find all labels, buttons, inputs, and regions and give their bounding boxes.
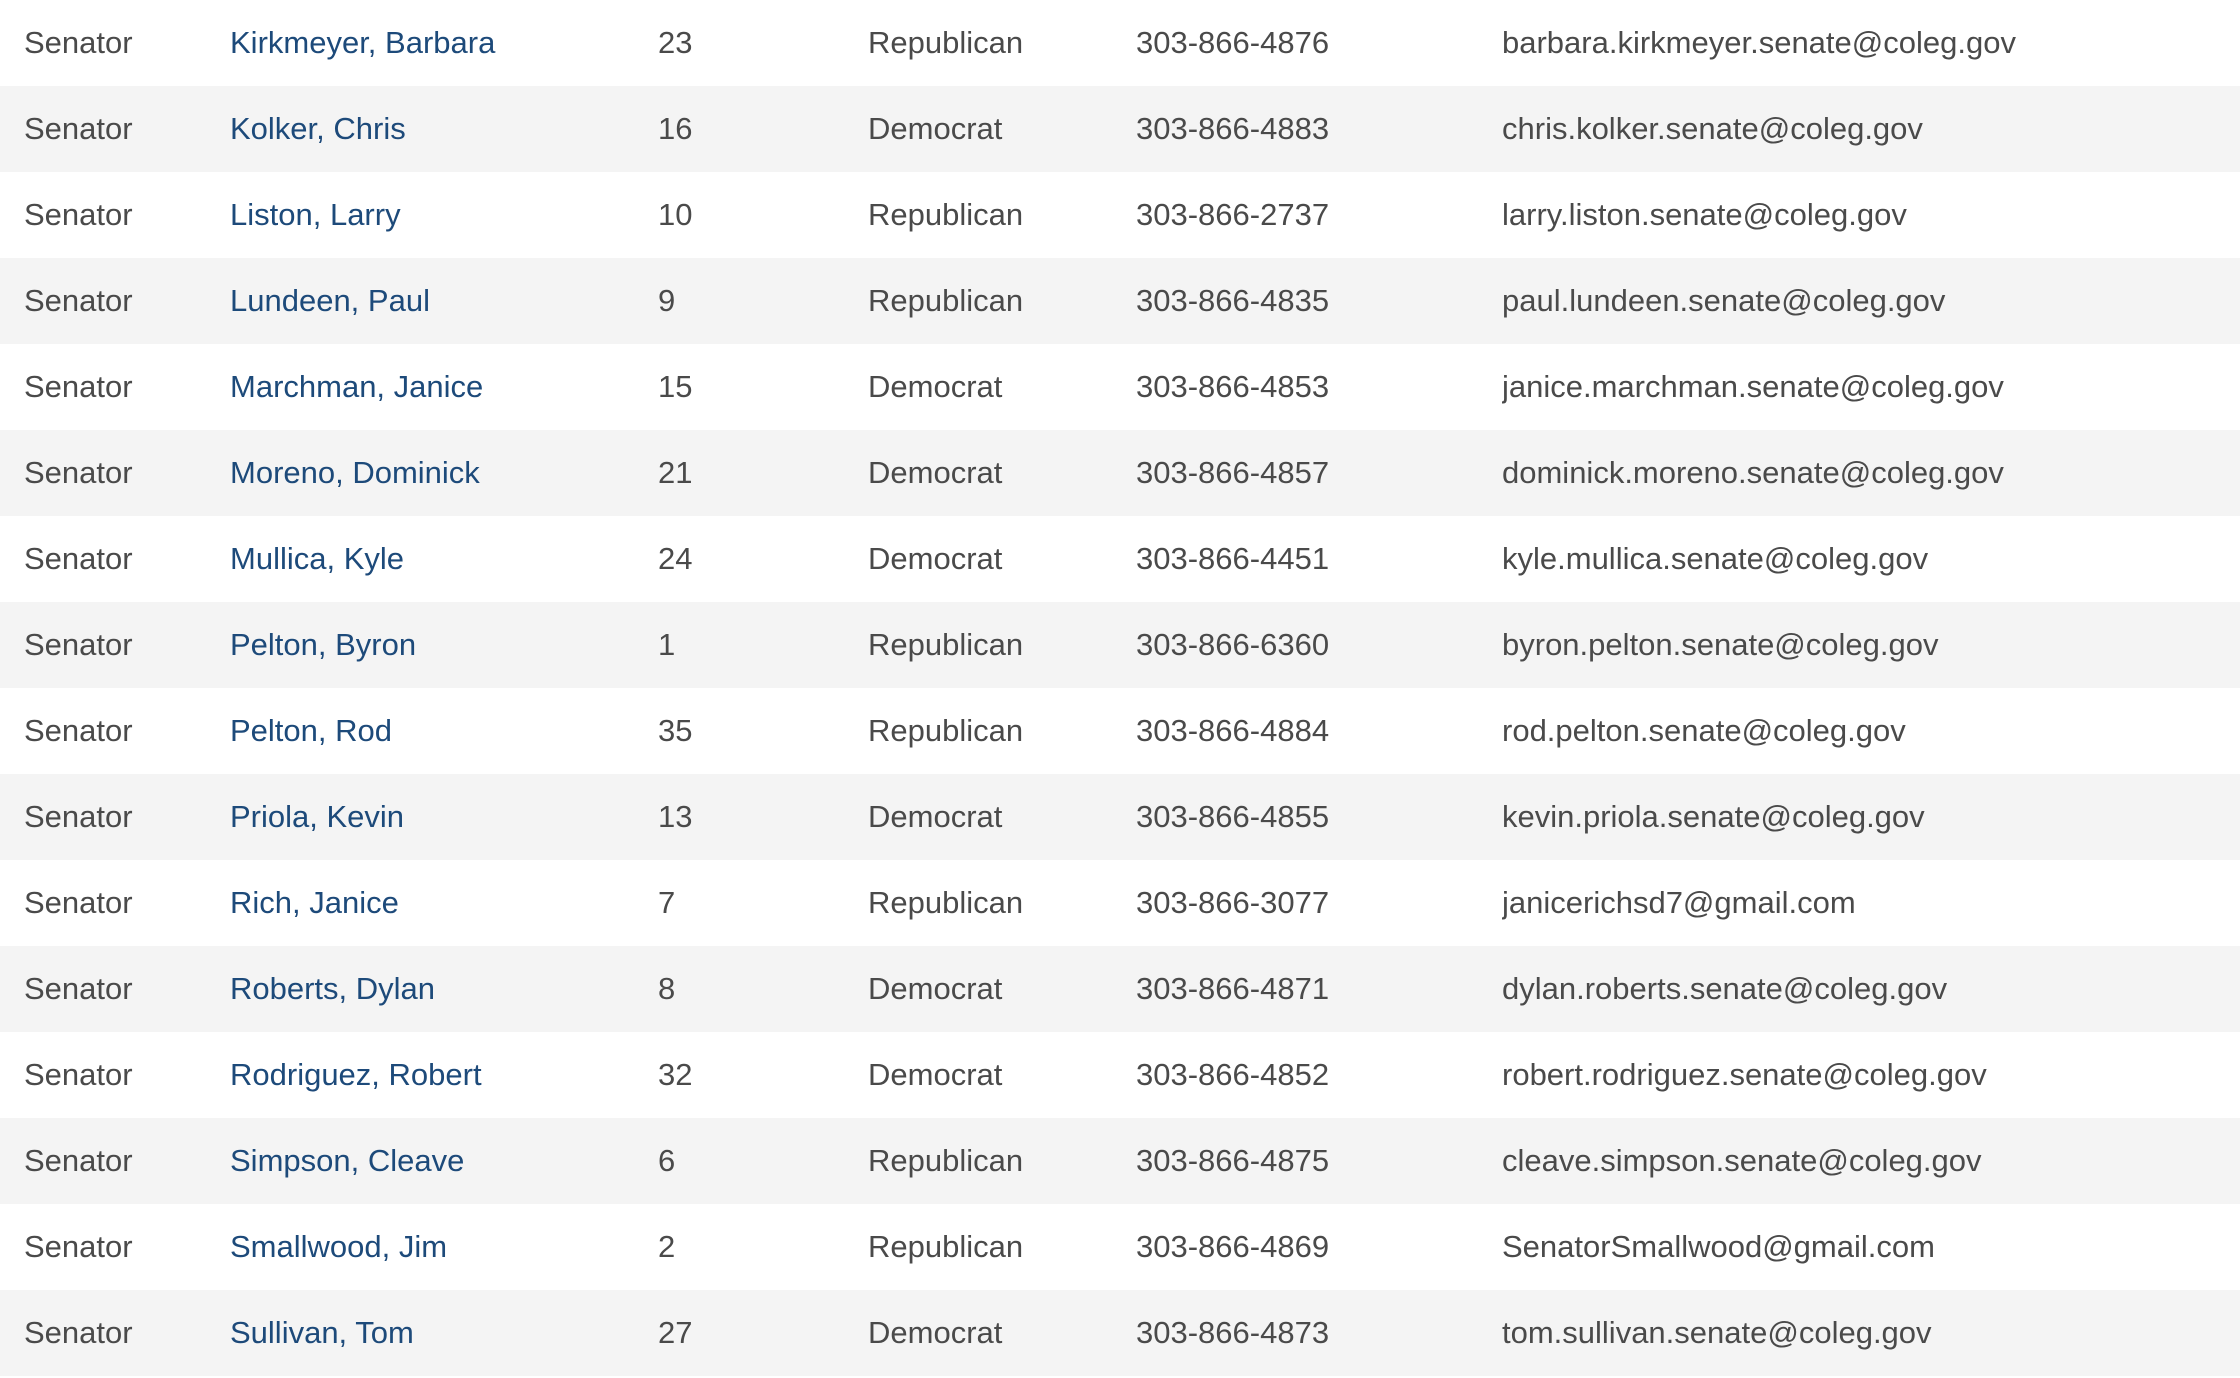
email-text: chris.kolker.senate@coleg.gov bbox=[1502, 111, 1923, 146]
phone-cell bbox=[1136, 1204, 1502, 1290]
email-text: dylan.roberts.senate@coleg.gov bbox=[1502, 971, 1948, 1006]
email-text: rod.pelton.senate@coleg.gov bbox=[1502, 713, 1906, 748]
district-text: 13 bbox=[658, 799, 693, 834]
legislator-name-link[interactable]: Liston, Larry bbox=[230, 197, 401, 232]
email-cell bbox=[1502, 1290, 2240, 1376]
district-cell bbox=[658, 1204, 868, 1290]
name-cell bbox=[230, 1290, 658, 1376]
name-cell bbox=[230, 430, 658, 516]
district-text: 27 bbox=[658, 1315, 693, 1350]
district-text: 23 bbox=[658, 25, 693, 60]
title-text: Senator bbox=[24, 197, 133, 232]
phone-cell bbox=[1136, 1290, 1502, 1376]
district-text: 9 bbox=[658, 283, 676, 318]
title-cell bbox=[0, 0, 230, 86]
party-cell bbox=[868, 516, 1136, 602]
party-text: Democrat bbox=[868, 369, 1003, 404]
party-text: Republican bbox=[868, 885, 1024, 920]
phone-cell bbox=[1136, 430, 1502, 516]
table-row bbox=[0, 860, 2240, 946]
email-cell bbox=[1502, 344, 2240, 430]
district-cell bbox=[658, 774, 868, 860]
phone-text: 303-866-4855 bbox=[1136, 799, 1330, 834]
district-text: 24 bbox=[658, 541, 693, 576]
district-cell bbox=[658, 946, 868, 1032]
email-cell bbox=[1502, 0, 2240, 86]
title-text: Senator bbox=[24, 541, 133, 576]
party-text: Republican bbox=[868, 1229, 1024, 1264]
email-cell bbox=[1502, 172, 2240, 258]
table-row bbox=[0, 258, 2240, 344]
phone-text: 303-866-3077 bbox=[1136, 885, 1330, 920]
party-cell bbox=[868, 946, 1136, 1032]
legislator-name-link[interactable]: Rodriguez, Robert bbox=[230, 1057, 482, 1092]
email-text: robert.rodriguez.senate@coleg.gov bbox=[1502, 1057, 1987, 1092]
table-row bbox=[0, 86, 2240, 172]
name-cell bbox=[230, 860, 658, 946]
name-cell bbox=[230, 774, 658, 860]
district-text: 16 bbox=[658, 111, 693, 146]
email-text: tom.sullivan.senate@coleg.gov bbox=[1502, 1315, 1932, 1350]
phone-text: 303-866-4871 bbox=[1136, 971, 1330, 1006]
party-text: Democrat bbox=[868, 971, 1003, 1006]
title-cell bbox=[0, 344, 230, 430]
title-text: Senator bbox=[24, 283, 133, 318]
party-text: Republican bbox=[868, 283, 1024, 318]
name-cell bbox=[230, 602, 658, 688]
email-text: paul.lundeen.senate@coleg.gov bbox=[1502, 283, 1946, 318]
name-cell bbox=[230, 1118, 658, 1204]
phone-cell bbox=[1136, 172, 1502, 258]
district-text: 15 bbox=[658, 369, 693, 404]
phone-cell bbox=[1136, 860, 1502, 946]
email-text: SenatorSmallwood@gmail.com bbox=[1502, 1229, 1935, 1264]
party-text: Republican bbox=[868, 627, 1024, 662]
party-text: Democrat bbox=[868, 541, 1003, 576]
phone-text: 303-866-4883 bbox=[1136, 111, 1330, 146]
table-row bbox=[0, 1032, 2240, 1118]
table-row bbox=[0, 0, 2240, 86]
phone-text: 303-866-4451 bbox=[1136, 541, 1330, 576]
title-cell bbox=[0, 1118, 230, 1204]
party-cell bbox=[868, 860, 1136, 946]
title-cell bbox=[0, 860, 230, 946]
legislator-name-link[interactable]: Smallwood, Jim bbox=[230, 1229, 448, 1264]
name-cell bbox=[230, 172, 658, 258]
title-cell bbox=[0, 516, 230, 602]
phone-cell bbox=[1136, 774, 1502, 860]
email-text: kevin.priola.senate@coleg.gov bbox=[1502, 799, 1925, 834]
party-text: Republican bbox=[868, 1143, 1024, 1178]
phone-text: 303-866-4853 bbox=[1136, 369, 1330, 404]
district-cell bbox=[658, 688, 868, 774]
district-cell bbox=[658, 0, 868, 86]
title-text: Senator bbox=[24, 885, 133, 920]
name-cell bbox=[230, 0, 658, 86]
title-cell bbox=[0, 86, 230, 172]
title-cell bbox=[0, 1290, 230, 1376]
email-text: larry.liston.senate@coleg.gov bbox=[1502, 197, 1907, 232]
table-row bbox=[0, 1118, 2240, 1204]
party-cell bbox=[868, 430, 1136, 516]
title-cell bbox=[0, 774, 230, 860]
phone-text: 303-866-6360 bbox=[1136, 627, 1330, 662]
district-text: 1 bbox=[658, 627, 676, 662]
phone-text: 303-866-4875 bbox=[1136, 1143, 1330, 1178]
party-cell bbox=[868, 344, 1136, 430]
email-cell bbox=[1502, 430, 2240, 516]
email-text: barbara.kirkmeyer.senate@coleg.gov bbox=[1502, 25, 2016, 60]
phone-text: 303-866-4869 bbox=[1136, 1229, 1330, 1264]
phone-cell bbox=[1136, 344, 1502, 430]
party-cell bbox=[868, 774, 1136, 860]
party-cell bbox=[868, 602, 1136, 688]
phone-text: 303-866-4857 bbox=[1136, 455, 1330, 490]
party-cell bbox=[868, 258, 1136, 344]
name-cell bbox=[230, 946, 658, 1032]
district-text: 32 bbox=[658, 1057, 693, 1092]
title-text: Senator bbox=[24, 1315, 133, 1350]
legislator-name-link[interactable]: Mullica, Kyle bbox=[230, 541, 404, 576]
email-text: dominick.moreno.senate@coleg.gov bbox=[1502, 455, 2004, 490]
name-cell bbox=[230, 344, 658, 430]
district-text: 7 bbox=[658, 885, 676, 920]
party-cell bbox=[868, 1032, 1136, 1118]
party-text: Republican bbox=[868, 197, 1024, 232]
district-cell bbox=[658, 86, 868, 172]
name-cell bbox=[230, 86, 658, 172]
title-cell bbox=[0, 602, 230, 688]
legislator-name-link[interactable]: Pelton, Byron bbox=[230, 627, 417, 662]
email-cell bbox=[1502, 774, 2240, 860]
table-row bbox=[0, 602, 2240, 688]
name-cell bbox=[230, 516, 658, 602]
party-text: Democrat bbox=[868, 1315, 1003, 1350]
name-cell bbox=[230, 258, 658, 344]
email-cell bbox=[1502, 946, 2240, 1032]
title-text: Senator bbox=[24, 369, 133, 404]
party-cell bbox=[868, 1118, 1136, 1204]
table-row bbox=[0, 1204, 2240, 1290]
name-cell bbox=[230, 688, 658, 774]
legislator-name-link[interactable]: Roberts, Dylan bbox=[230, 971, 436, 1006]
email-cell bbox=[1502, 258, 2240, 344]
legislator-name-link[interactable]: Moreno, Dominick bbox=[230, 455, 480, 490]
legislator-name-link[interactable]: Simpson, Cleave bbox=[230, 1143, 465, 1178]
email-cell bbox=[1502, 86, 2240, 172]
table-row bbox=[0, 516, 2240, 602]
party-text: Republican bbox=[868, 25, 1024, 60]
phone-cell bbox=[1136, 1032, 1502, 1118]
district-text: 10 bbox=[658, 197, 693, 232]
legislator-name-link[interactable]: Marchman, Janice bbox=[230, 369, 484, 404]
district-cell bbox=[658, 1032, 868, 1118]
email-text: byron.pelton.senate@coleg.gov bbox=[1502, 627, 1939, 662]
phone-text: 303-866-4835 bbox=[1136, 283, 1330, 318]
legislator-name-link[interactable]: Lundeen, Paul bbox=[230, 283, 430, 318]
phone-text: 303-866-4884 bbox=[1136, 713, 1330, 748]
party-cell bbox=[868, 1204, 1136, 1290]
legislator-name-link[interactable]: Priola, Kevin bbox=[230, 799, 405, 834]
email-cell bbox=[1502, 1032, 2240, 1118]
phone-cell bbox=[1136, 0, 1502, 86]
title-text: Senator bbox=[24, 713, 133, 748]
party-text: Democrat bbox=[868, 1057, 1003, 1092]
title-cell bbox=[0, 172, 230, 258]
phone-text: 303-866-4852 bbox=[1136, 1057, 1330, 1092]
table-row bbox=[0, 774, 2240, 860]
phone-text: 303-866-4876 bbox=[1136, 25, 1330, 60]
district-cell bbox=[658, 258, 868, 344]
party-cell bbox=[868, 172, 1136, 258]
email-cell bbox=[1502, 860, 2240, 946]
phone-text: 303-866-4873 bbox=[1136, 1315, 1330, 1350]
phone-text: 303-866-2737 bbox=[1136, 197, 1330, 232]
legislator-name-link[interactable]: Kirkmeyer, Barbara bbox=[230, 25, 496, 60]
title-text: Senator bbox=[24, 111, 133, 146]
title-text: Senator bbox=[24, 1229, 133, 1264]
title-text: Senator bbox=[24, 25, 133, 60]
email-cell bbox=[1502, 602, 2240, 688]
email-cell bbox=[1502, 1118, 2240, 1204]
district-text: 35 bbox=[658, 713, 693, 748]
table-row bbox=[0, 1290, 2240, 1376]
phone-cell bbox=[1136, 602, 1502, 688]
title-text: Senator bbox=[24, 627, 133, 662]
table-row bbox=[0, 172, 2240, 258]
title-cell bbox=[0, 1032, 230, 1118]
legislator-name-link[interactable]: Pelton, Rod bbox=[230, 713, 392, 748]
email-text: janice.marchman.senate@coleg.gov bbox=[1502, 369, 2004, 404]
email-cell bbox=[1502, 516, 2240, 602]
title-cell bbox=[0, 258, 230, 344]
party-cell bbox=[868, 1290, 1136, 1376]
title-text: Senator bbox=[24, 1057, 133, 1092]
table-row bbox=[0, 946, 2240, 1032]
title-cell bbox=[0, 1204, 230, 1290]
district-cell bbox=[658, 602, 868, 688]
table-row bbox=[0, 430, 2240, 516]
title-cell bbox=[0, 688, 230, 774]
party-cell bbox=[868, 0, 1136, 86]
title-text: Senator bbox=[24, 799, 133, 834]
party-cell bbox=[868, 86, 1136, 172]
legislator-name-link[interactable]: Rich, Janice bbox=[230, 885, 399, 920]
party-text: Democrat bbox=[868, 799, 1003, 834]
phone-cell bbox=[1136, 86, 1502, 172]
name-cell bbox=[230, 1204, 658, 1290]
party-text: Democrat bbox=[868, 455, 1003, 490]
district-text: 21 bbox=[658, 455, 693, 490]
legislator-name-link[interactable]: Kolker, Chris bbox=[230, 111, 406, 146]
party-text: Republican bbox=[868, 713, 1024, 748]
email-cell bbox=[1502, 688, 2240, 774]
district-cell bbox=[658, 1118, 868, 1204]
district-cell bbox=[658, 344, 868, 430]
district-text: 2 bbox=[658, 1229, 676, 1264]
district-cell bbox=[658, 172, 868, 258]
legislator-name-link[interactable]: Sullivan, Tom bbox=[230, 1315, 414, 1350]
phone-cell bbox=[1136, 688, 1502, 774]
email-cell bbox=[1502, 1204, 2240, 1290]
district-text: 8 bbox=[658, 971, 676, 1006]
title-cell bbox=[0, 946, 230, 1032]
phone-cell bbox=[1136, 1118, 1502, 1204]
email-text: kyle.mullica.senate@coleg.gov bbox=[1502, 541, 1929, 576]
district-cell bbox=[658, 430, 868, 516]
email-text: janicerichsd7@gmail.com bbox=[1502, 885, 1856, 920]
name-cell bbox=[230, 1032, 658, 1118]
email-text: cleave.simpson.senate@coleg.gov bbox=[1502, 1143, 1982, 1178]
phone-cell bbox=[1136, 946, 1502, 1032]
phone-cell bbox=[1136, 258, 1502, 344]
district-cell bbox=[658, 516, 868, 602]
title-text: Senator bbox=[24, 971, 133, 1006]
table-row bbox=[0, 688, 2240, 774]
table-row bbox=[0, 344, 2240, 430]
district-text: 6 bbox=[658, 1143, 676, 1178]
title-text: Senator bbox=[24, 1143, 133, 1178]
district-cell bbox=[658, 1290, 868, 1376]
title-cell bbox=[0, 430, 230, 516]
district-cell bbox=[658, 860, 868, 946]
party-cell bbox=[868, 688, 1136, 774]
title-text: Senator bbox=[24, 455, 133, 490]
phone-cell bbox=[1136, 516, 1502, 602]
party-text: Democrat bbox=[868, 111, 1003, 146]
